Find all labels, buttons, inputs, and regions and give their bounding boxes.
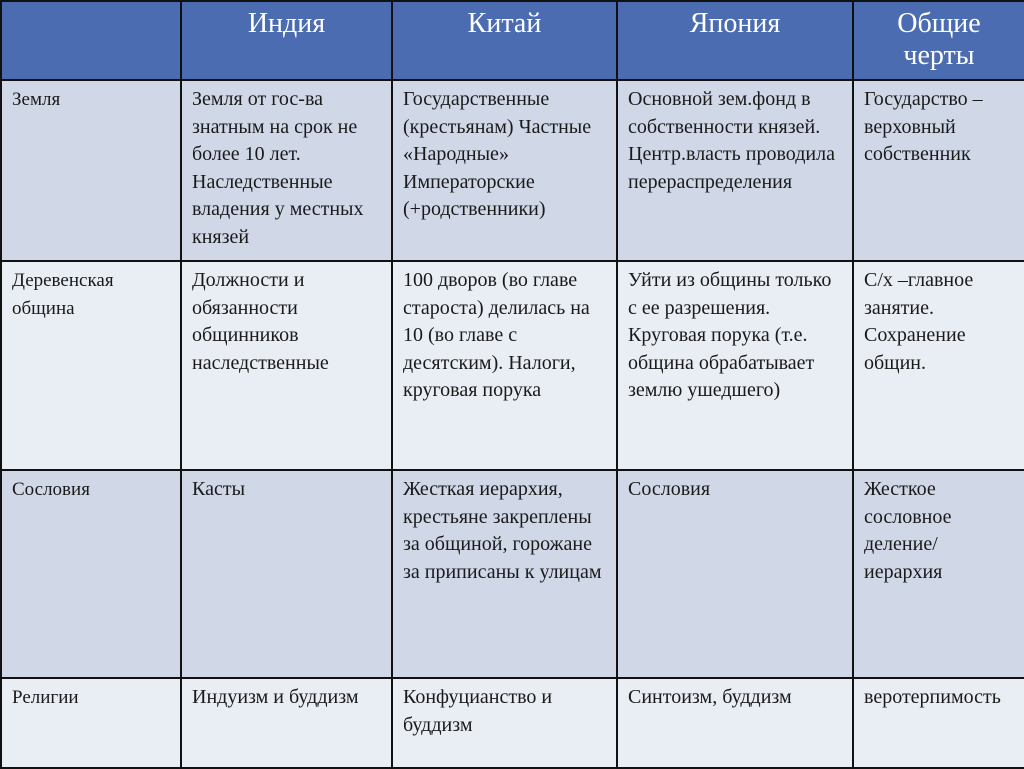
cell-japan: Основной зем.фонд в собственности князей. Центр.власть проводила перераспределения: [617, 80, 853, 261]
cell-japan: Синтоизм, буддизм: [617, 678, 853, 768]
cell-common: Жесткое сословное деление/иерархия: [853, 470, 1024, 678]
table-row: [1, 261, 1024, 470]
cell-japan: Уйти из общины только с ее разрешения. Круговая порука (т.е. община обрабатывает землю ушедшего): [617, 261, 853, 470]
table-row: [1, 678, 1024, 768]
header-common: Общие черты: [853, 1, 1024, 80]
header-row: [1, 1, 1024, 80]
row-label-religion: Религии: [1, 678, 181, 768]
row-label-land: Земля: [1, 80, 181, 261]
header-japan: Япония: [617, 1, 853, 80]
cell-china: Жесткая иерархия, крестьяне закреплены за общиной, горожане за приписаны к улицам: [392, 470, 617, 678]
header-china: Китай: [392, 1, 617, 80]
header-india: Индия: [181, 1, 392, 80]
cell-common: С/х –главное занятие. Сохранение общин.: [853, 261, 1024, 470]
cell-india: Индуизм и буддизм: [181, 678, 392, 768]
cell-common: Государство – верховный собственник: [853, 80, 1024, 261]
header-corner: [1, 1, 181, 80]
cell-india: Земля от гос-ва знатным на срок не более 10 лет. Наследственные владения у местных князей: [181, 80, 392, 261]
cell-common: веротерпимость: [853, 678, 1024, 768]
cell-india: Касты: [181, 470, 392, 678]
cell-china: Конфуцианство и буддизм: [392, 678, 617, 768]
cell-china: 100 дворов (во главе староста) делилась на 10 (во главе с десятским). Налоги, круговая порука: [392, 261, 617, 470]
table-row: [1, 470, 1024, 678]
cell-india: Должности и обязанности общинников наследственные: [181, 261, 392, 470]
cell-japan: Сословия: [617, 470, 853, 678]
row-label-estates: Сословия: [1, 470, 181, 678]
row-label-community: Деревенская община: [1, 261, 181, 470]
table-row: [1, 80, 1024, 261]
cell-china: Государственные (крестьянам) Частные «Народные» Императорские (+родственники): [392, 80, 617, 261]
